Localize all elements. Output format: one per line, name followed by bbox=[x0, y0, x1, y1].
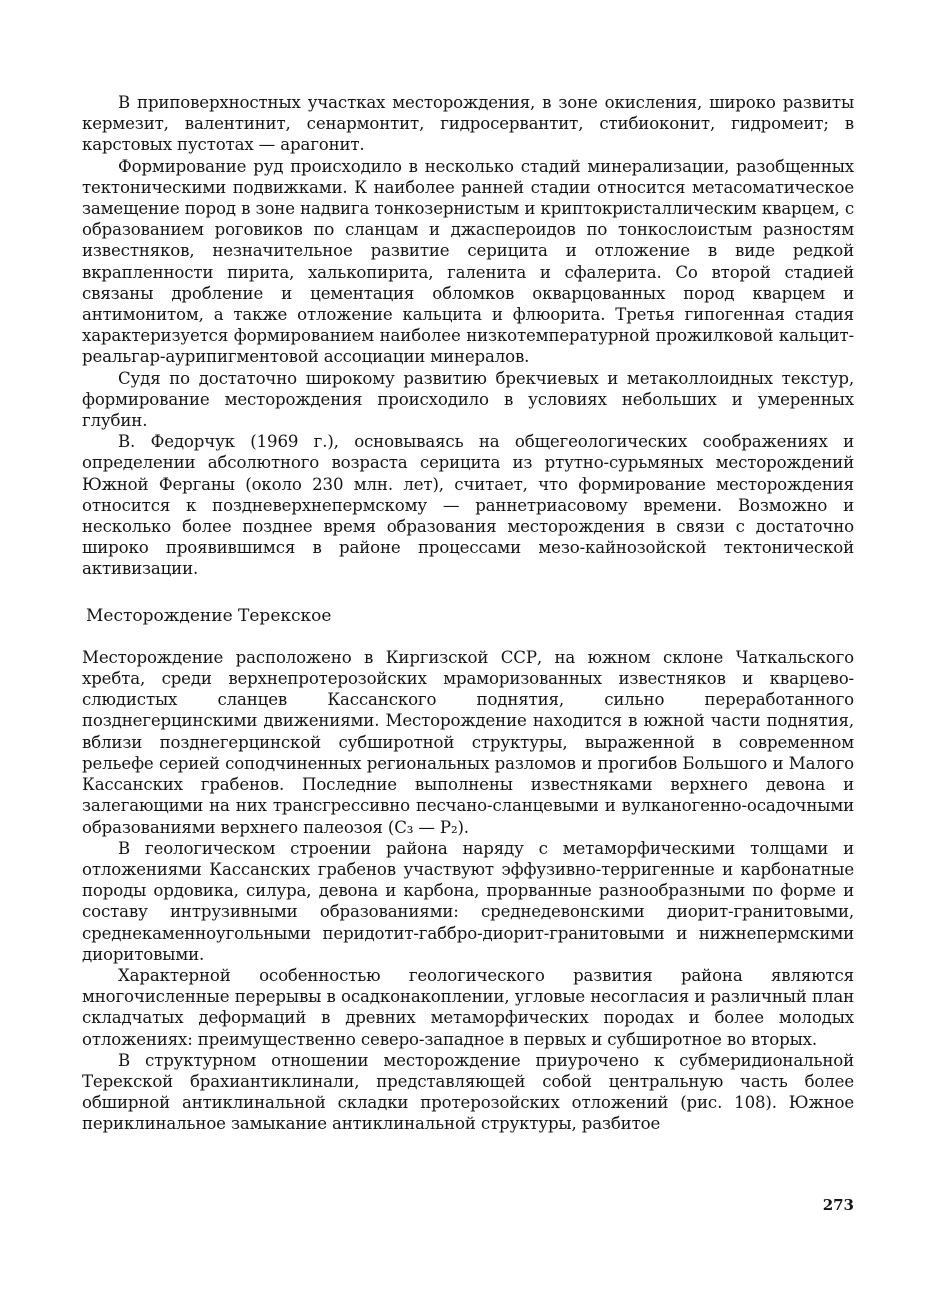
page-number: 273 bbox=[822, 1196, 854, 1214]
section-title: Месторождение Терекское bbox=[86, 605, 332, 626]
paragraph-age-estimate: В. Федорчук (1969 г.), основываясь на общегеологических соображениях и определении абсолютного возраста серицита из ртутно-сурьмяных месторождений Южной Ферганы (около 230 млн. лет), считает, что формирование месторождения относится к поздневерхнепермскому — раннетриасовому времени. Возможно и несколько более позднее время образования месторождения в связи с достаточно широко проявившимся в районе процессами мезо-кайнозойской тектонической активизации. bbox=[82, 432, 854, 579]
paragraph-location: Месторождение расположено в Киргизской ССР, на южном склоне Чаткальского хребта, среди верхнепротерозойских мраморизованных известняков и кварцево-слюдистых сланцев Кассанского поднятия, сильно переработанного позднегерцинскими движениями. Месторождение находится в южной части поднятия, вблизи позднегерцинской субширотной структуры, выраженной в современном рельефе серией соподчиненных региональных разломов и прогибов Большого и Малого Кассанских грабенов. Последние выполнены известняками верхнего девона и залегающими на них трансгрессивно песчано-сланцевыми и вулканогенно-осадочными образованиями верхнего палеозоя (C₃ — P₂). bbox=[82, 647, 854, 837]
paragraph-geology: В геологическом строении района наряду с метаморфическими толщами и отложениями Кассанских грабенов участвуют эффузивно-терригенные и карбонатные породы ордовика, силура, девона и карбона, прорванные разнообразными по форме и составу интрузивными образованиями: среднедевонскими диорит-гранитовыми, среднекаменноугольными перидотит-габбро-диорит-гранитовыми и нижнепермскими диоритовыми. bbox=[82, 838, 854, 964]
paragraph-oxidation-zone: В приповерхностных участках месторождения, в зоне окисления, широко развиты кермезит, валентинит, сенармонтит, гидросервантит, стибиоконит, гидромеит; в карстовых пустотах — арагонит. bbox=[82, 93, 854, 155]
paragraph-textures-depth: Судя по достаточно широкому развитию брекчиевых и метаколлоидных текстур, формирование месторождения происходило в условиях небольших и умеренных глубин. bbox=[82, 368, 854, 431]
paragraph-development-features: Характерной особенностью геологического развития района являются многочисленные перерывы в осадконакоплении, угловые несогласия и различный план складчатых деформаций в древних метаморфических породах и более молодых отложениях: преимущественно северо-западное в первых и субширотное во вторых. bbox=[82, 965, 854, 1049]
page-body bbox=[82, 92, 854, 1135]
paragraph-ore-formation-stages: Формирование руд происходило в несколько стадий минерализации, разобщенных тектоническими подвижками. К наиболее ранней стадии относится метасоматическое замещение пород в зоне надвига тонкозернистым и криптокристаллическим кварцем, с образованием роговиков по сланцам и джаспероидов по тонкослоистым разностям известняков, незначительное развитие серицита и отложение в виде редкой вкрапленности пирита, халькопирита, галенита и сфалерита. Со второй стадией связаны дробление и цементация обломков окварцованных пород кварцем и антимонитом, а также отложение кальцита и флюорита. Третья гипогенная стадия характеризуется формированием наиболее низкотемпературной прожилковой кальцит-реальгар-аурипигментовой ассоциации минералов. bbox=[82, 156, 854, 367]
paragraph-structure: В структурном отношении месторождение приурочено к субмеридиональной Терекской брахиантиклинали, представляющей собой центральную часть более обширной антиклинальной складки протерозойских отложений (рис. 108). Южное периклинальное замыкание антиклинальной структуры, разбитое bbox=[82, 1050, 854, 1134]
